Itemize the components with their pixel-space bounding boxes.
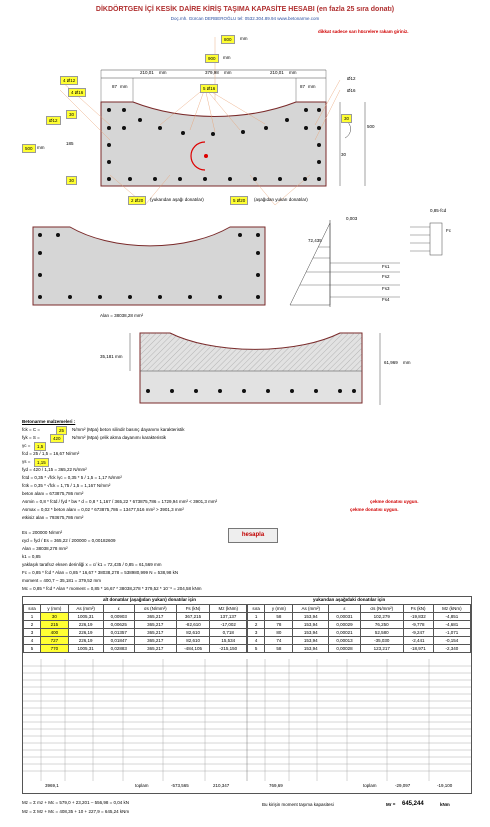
table-row xyxy=(24,621,247,629)
right-cover-input[interactable]: 30 xyxy=(341,114,352,123)
cell: -1,071 xyxy=(433,629,470,637)
gc-label: γc = xyxy=(22,443,31,448)
cover-top-input[interactable]: 30 xyxy=(66,110,77,119)
comp-depth-unit: mm xyxy=(403,360,411,365)
cell: 15,534 xyxy=(210,637,247,645)
bottom-total-mz: 210,347 xyxy=(213,783,230,788)
mc-line: Mc = 0,85 * fcd * Alan * moment = 0,85 * 16,67 * 38038,278 * 379,52 * 10⁻⁶ = 204,58 kNm xyxy=(22,586,202,591)
mz-line-2: Mz = Σ Mz + Mc = 408,35 + 10 + 227,9 = 645,24 kNm xyxy=(22,809,130,814)
cell: 226,19 xyxy=(68,621,103,629)
cover-bottom-input[interactable]: 30 xyxy=(66,176,77,185)
cell: 365,217 xyxy=(134,629,176,637)
total-label: toplam xyxy=(135,783,149,788)
dim-right: 210,01 xyxy=(270,70,284,75)
radius-right: 87 xyxy=(300,84,306,89)
bottom-total-as: 3969,1 xyxy=(45,783,59,788)
cell: 153,94 xyxy=(293,613,329,621)
empty-table-rows xyxy=(23,659,471,781)
asmax-ok: çekme donatısı uygun. xyxy=(350,507,399,512)
total-label-right: toplam xyxy=(363,783,377,788)
fc-label: Fc xyxy=(446,228,451,233)
dim-left-unit: mm xyxy=(159,70,167,75)
cell: 367,215 xyxy=(176,613,210,621)
results-table-frame xyxy=(22,596,472,794)
top-bars-table xyxy=(247,604,471,653)
cell: -0,154 xyxy=(433,637,470,645)
table-row xyxy=(24,637,247,645)
cell: -18,971 xyxy=(403,645,433,653)
cell: 123,217 xyxy=(360,645,403,653)
col-header: σs (N/mm²) xyxy=(360,605,403,613)
cell: -17,002 xyxy=(210,621,247,629)
bottom-bars2-input[interactable]: 5 Ø20 xyxy=(230,196,248,205)
cell[interactable]: 400 xyxy=(41,629,69,637)
concrete-area-line: beton alanı = 673875,786 mm² xyxy=(22,491,84,496)
fs1-label: Fs1 xyxy=(382,264,390,269)
bar-top-right: Ø12 xyxy=(347,76,356,81)
bottom-bars2-note: (aşağıdan yukarı donatılar) xyxy=(254,197,308,202)
cell: 0,00029 xyxy=(329,621,361,629)
right-height: 500 xyxy=(367,124,375,129)
x-depth: 72,435 xyxy=(308,238,322,243)
comp-depth: 61,969 xyxy=(384,360,398,365)
materials-heading: Betonarme malzemeleri : xyxy=(22,419,76,424)
col-header: σs (N/mm²) xyxy=(134,605,176,613)
right-cover2: 30 xyxy=(341,152,347,157)
bar-top-middle-input[interactable]: 5 Ø16 xyxy=(200,84,218,93)
cell: -4,681 xyxy=(433,621,470,629)
cell: -2,340 xyxy=(433,645,470,653)
cell[interactable]: 74 xyxy=(265,637,293,645)
cell: 0,01357 xyxy=(103,629,134,637)
table-header-row xyxy=(248,605,471,613)
height-input[interactable]: 500 xyxy=(22,144,36,153)
cell: 2 xyxy=(248,621,265,629)
cell: 153,94 xyxy=(293,637,329,645)
cell[interactable]: 58 xyxy=(265,645,293,653)
cell: 82,610 xyxy=(176,637,210,645)
cell: 153,94 xyxy=(293,645,329,653)
cell: 365,217 xyxy=(134,637,176,645)
inner-width-unit: mm xyxy=(223,55,231,60)
cell: 4 xyxy=(248,637,265,645)
top-width-unit: mm xyxy=(240,36,248,41)
bar-top-left2-input[interactable]: 4 Ø16 xyxy=(68,88,86,97)
col-header: y (mm) xyxy=(41,605,69,613)
radius-left: 87 xyxy=(112,84,118,89)
cell: 365,217 xyxy=(134,613,176,621)
k1-line: k1 = 0,85 xyxy=(22,554,41,559)
table-header-row xyxy=(24,605,247,613)
fcd-line: fcd = 25 / 1,5 = 16,67 N/mm² xyxy=(22,451,80,456)
fyk-input[interactable]: 420 xyxy=(50,434,64,443)
page-title: DİKDÖRTGEN İÇİ KESİK DAİRE KİRİŞ TAŞIMA KAPASİTE HESABI (en fazla 25 sıra donatı) xyxy=(95,6,395,13)
cell: 0,00028 xyxy=(329,645,361,653)
table-row xyxy=(24,629,247,637)
table-row xyxy=(248,613,471,621)
cell: -215,150 xyxy=(210,645,247,653)
fck-unit: N/mm² (Mpa) beton silindir basınç dayanımı karakteristik xyxy=(72,427,185,432)
cell: 137,137 xyxy=(210,613,247,621)
bottom-bars-note: (yukarıdan aşağı donatılar) xyxy=(150,197,204,202)
gc-input[interactable]: 1,5 xyxy=(34,442,46,451)
radius-right-unit: mm xyxy=(308,84,316,89)
cell: 1 xyxy=(248,613,265,621)
table-row xyxy=(248,637,471,645)
table-row xyxy=(248,621,471,629)
mr-unit: kNm xyxy=(440,802,450,807)
cell: 0,00013 xyxy=(329,637,361,645)
cell: 1005,31 xyxy=(68,613,103,621)
cell: -484,105 xyxy=(176,645,210,653)
mz-line-1: Mz = Σ mz + Mc = 579,0 + 23,201 – 556,98 = 0,04 kN xyxy=(22,800,129,805)
bottom-bars-header: alt donatılar (aşağıdan yukarı) donatılar için xyxy=(103,597,197,602)
cell[interactable]: 80 xyxy=(265,629,293,637)
cell: 4 xyxy=(24,637,41,645)
cell: -2,441 xyxy=(403,637,433,645)
cell: 82,610 xyxy=(176,629,210,637)
cell: -4,851 xyxy=(433,613,470,621)
bottom-bars-table xyxy=(23,604,247,653)
col-header: Fs (kN) xyxy=(176,605,210,613)
bottom-total-fs: -573,565 xyxy=(171,783,189,788)
cell[interactable]: 58 xyxy=(265,613,293,621)
top-total-fs: -29,097 xyxy=(395,783,411,788)
table-row xyxy=(248,629,471,637)
gs-input[interactable]: 1,15 xyxy=(34,458,49,467)
stress-diagram xyxy=(0,215,490,315)
cell: 0,00021 xyxy=(329,629,361,637)
capacity-label: Bu kirişin moment taşıma kapasitesi xyxy=(262,802,334,807)
col-header: ε xyxy=(103,605,134,613)
fctk-line: fctk = 0,35 * √fck = 1,75 / 1,5 = 1,167 N/mm² xyxy=(22,483,111,488)
neutral-axis-line: yaklaşık tarafsız eksen derinliği x = c/ k1 = 72,435 / 0,85 = 61,569 mm xyxy=(22,562,162,567)
effective-area-line: etkisiz alan = 793675,786 mm² xyxy=(22,515,84,520)
eps-line: εyd = fyd / Es = 365,22 / 200000 = 0,00182609 xyxy=(22,538,116,543)
radius-left-unit: mm xyxy=(120,84,128,89)
asmax-line: Asmax = 0,02 * beton alanı = 0,02 * 673875,786 = 13477,516 mm² > 3901,3 mm² xyxy=(22,507,184,512)
cell: 52,580 xyxy=(360,629,403,637)
cell: 226,19 xyxy=(68,637,103,645)
cell: 226,19 xyxy=(68,629,103,637)
cell: 0,00031 xyxy=(329,613,361,621)
cell: 1005,31 xyxy=(68,645,103,653)
cell: 365,217 xyxy=(134,645,176,653)
fck-input[interactable]: 25 xyxy=(56,426,67,435)
fc-line: Fc = 0,85 * fcd * Alan = 0,85 * 16,67 * 38038,278 = 538980,999 N = 538,98 kN xyxy=(22,570,179,575)
area-label: Alan = 38038,28 mm² xyxy=(100,313,144,318)
calc-area-line: Alan = 38038,278 mm² xyxy=(22,546,68,551)
cell: 3 xyxy=(248,629,265,637)
col-header: As (mm²) xyxy=(68,605,103,613)
cell: 2 xyxy=(24,621,41,629)
fyd-line: fyd = 420 / 1,15 = 365,22 N/mm² xyxy=(22,467,87,472)
col-header: y (mm) xyxy=(265,605,293,613)
top-total-as: 769,69 xyxy=(269,783,283,788)
moment-arm-line: moment = 400,7 – 35,181 = 379,52 mm xyxy=(22,578,102,583)
fs2-label: Fs2 xyxy=(382,274,390,279)
fs3-label: Fs3 xyxy=(382,286,390,291)
cell: -9,247 xyxy=(403,629,433,637)
dim-right-unit: mm xyxy=(289,70,297,75)
input-note: dikkat sadece sarı hücrelere rakam giriniz. xyxy=(318,29,409,34)
asmin-line: Asmin = 0,8 * fctd / fyd * bw * d = 0,8 * 1,167 / 365,22 * 673875,786 = 1729,94 mm² < 3901,3 mm² xyxy=(22,499,218,504)
mr-label: Mr = xyxy=(386,802,396,807)
bar-top-left-input[interactable]: 4 Ø12 xyxy=(60,76,78,85)
cell: 153,94 xyxy=(293,621,329,629)
top-bars-header: yukarıdan aşağıdaki donatılar için xyxy=(313,597,386,602)
compression-zone-drawing xyxy=(0,325,490,410)
comp-height-unit: mm xyxy=(115,354,123,359)
table-row xyxy=(248,645,471,653)
col-header: ε xyxy=(329,605,361,613)
cell: 3 xyxy=(24,629,41,637)
cell: 5 xyxy=(248,645,265,653)
cell: -19,832 xyxy=(403,613,433,621)
cell: 76,250 xyxy=(360,621,403,629)
col-header: Mz (kNm) xyxy=(210,605,247,613)
cell: -9,778 xyxy=(403,621,433,629)
spacing-mid: 185 xyxy=(66,141,74,146)
top-width-input[interactable]: 800 xyxy=(221,35,235,44)
cell: 0,01847 xyxy=(103,637,134,645)
bottom-bars-input[interactable]: 2 Ø20 xyxy=(128,196,146,205)
fck-label: fck = C = xyxy=(22,427,41,432)
fs4-label: Fs4 xyxy=(382,297,390,302)
cell: 5 xyxy=(24,645,41,653)
asmin-ok: çekme donatısı uygun. xyxy=(370,499,419,504)
mr-value: 645,244 xyxy=(402,801,424,807)
cell: 0,02883 xyxy=(103,645,134,653)
cell: 365,217 xyxy=(134,621,176,629)
author-line: Doç.mh. Gürcan DERBEROĞLU tel: 0532.304.89.94 www.betonarme.com xyxy=(170,16,320,21)
col-header: sıra xyxy=(248,605,265,613)
table-row xyxy=(24,645,247,653)
height-unit: mm xyxy=(37,145,45,150)
inner-width-input[interactable]: 900 xyxy=(205,54,219,63)
cell: 0,00625 xyxy=(103,621,134,629)
table-row xyxy=(24,613,247,621)
col-header: sıra xyxy=(24,605,41,613)
fctd-line: fctd = 0,35 * √fck /γc = 0,35 * 5 / 1,5 = 1,17 N/mm² xyxy=(22,475,122,480)
fyk-unit: N/mm² (Mpa) çelik akma dayanımı karakteristik xyxy=(72,435,167,440)
cell: -35,030 xyxy=(360,637,403,645)
cell[interactable]: 78 xyxy=(265,621,293,629)
top-total-mz: -19,100 xyxy=(437,783,453,788)
es-line: Es = 200000 N/mm² xyxy=(22,530,63,535)
dim-left: 210,01 xyxy=(140,70,154,75)
eps-c-label: 0,003 xyxy=(346,216,358,221)
col-header: Fs (kN) xyxy=(403,605,433,613)
calculate-button[interactable]: hesapla xyxy=(228,528,278,543)
cell: 153,94 xyxy=(293,629,329,637)
cell: 0,718 xyxy=(210,629,247,637)
bar-top-right2: Ø16 xyxy=(347,88,356,93)
cell[interactable]: 770 xyxy=(41,645,69,653)
cell[interactable]: 30 xyxy=(41,613,69,621)
left-bar-input[interactable]: Ø12 xyxy=(46,116,61,125)
comp-height: 35,181 xyxy=(100,354,114,359)
cell[interactable]: 215 xyxy=(41,621,69,629)
cell: 0,00903 xyxy=(103,613,134,621)
dim-mid: 379,98 xyxy=(205,70,219,75)
cell[interactable]: 727 xyxy=(41,637,69,645)
col-header: Mz (kNm) xyxy=(433,605,470,613)
fc-stress-label: 0,85·fcd xyxy=(430,208,447,213)
cell: 102,279 xyxy=(360,613,403,621)
dim-mid-unit: mm xyxy=(224,70,232,75)
fyk-label: fyk = S = xyxy=(22,435,40,440)
cell: 1 xyxy=(24,613,41,621)
col-header: As (mm²) xyxy=(293,605,329,613)
cross-section-drawing xyxy=(0,30,490,220)
gs-label: γs = xyxy=(22,459,31,464)
cell: -82,610 xyxy=(176,621,210,629)
